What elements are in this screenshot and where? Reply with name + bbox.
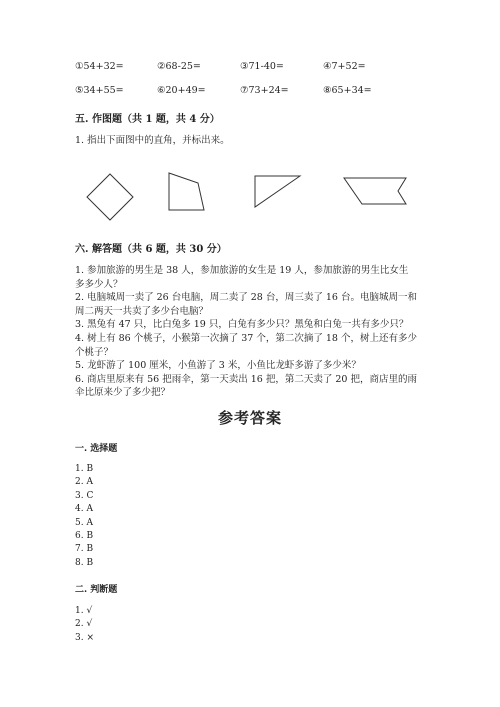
- calc-item: ⑦73+24=: [240, 85, 289, 96]
- question-line: 个桃子？: [75, 346, 114, 358]
- trapezoid-shape: [168, 170, 213, 215]
- choice-heading: 一. 选择题: [75, 444, 118, 454]
- calc-row-1: [75, 61, 455, 75]
- question-line: 多多少人？: [75, 278, 123, 290]
- calc-item: ②68-25=: [157, 61, 201, 72]
- question-line: 1. 参加旅游的男生是 38 人，参加旅游的女生是 19 人，参加旅游的男生比女生: [75, 265, 409, 276]
- answer-item: 7. B: [75, 544, 94, 555]
- answer-item: 1. √: [75, 606, 93, 616]
- calc-item: ⑧65+34=: [323, 85, 372, 96]
- section5-question: 1. 指出下面图中的直角，并标出来。: [75, 135, 230, 146]
- answer-item: 4. A: [75, 504, 93, 515]
- calc-item: ⑥20+49=: [157, 85, 206, 96]
- answer-item: 3. C: [75, 490, 94, 501]
- calc-item: ①54+32=: [75, 61, 124, 72]
- section6-questions: [75, 264, 417, 400]
- diamond-shape: [85, 172, 135, 222]
- choice-answers: [75, 463, 93, 570]
- flag-shape: [340, 174, 410, 209]
- answer-item: 6. B: [75, 531, 94, 542]
- answer-item: 8. B: [75, 557, 94, 568]
- answer-item: 3. ×: [75, 632, 94, 643]
- question-line: 5. 龙虾游了 100 厘米，小鱼游了 3 米，小鱼比龙虾多游了多少米？: [75, 360, 361, 372]
- judge-heading: 二. 判断题: [75, 585, 118, 595]
- question-line: 6. 商店里原来有 56 把雨伞，第一天卖出 16 把，第二天卖了 20 把，商店里的雨: [75, 373, 417, 385]
- answer-item: 5. A: [75, 517, 93, 528]
- section5-heading: 五. 作图题（共 1 题，共 4 分）: [75, 114, 220, 125]
- calc-item: ④7+52=: [323, 61, 366, 72]
- calc-row-2: [75, 85, 455, 99]
- answers-title: 参考答案: [217, 409, 282, 427]
- section6-heading: 六. 解答题（共 6 题，共 30 分）: [75, 244, 227, 255]
- answer-item: 2. A: [75, 477, 93, 488]
- question-line: 2. 电脑城周一卖了 26 台电脑，周二卖了 28 台，周三卖了 16 台。电脑城周一和: [75, 292, 417, 304]
- triangle-shape: [254, 174, 304, 214]
- question-line: 周二两天一共卖了多少台电脑？: [75, 305, 209, 317]
- question-line: 伞比原来少了多少把？: [75, 387, 171, 399]
- judge-answers: [75, 605, 94, 645]
- answer-item: 1. B: [75, 464, 94, 474]
- answer-item: 2. √: [75, 619, 93, 630]
- calc-item: ⑤34+55=: [75, 85, 124, 96]
- question-line: 3. 黑兔有 47 只，比白兔多 19 只，白兔有多少只？黑兔和白兔一共有多少只？: [75, 319, 409, 331]
- question-line: 4. 树上有 86 个桃子，小猴第一次摘了 37 个，第二次摘了 18 个，树上还有多少: [75, 332, 417, 344]
- calc-item: ③71-40=: [240, 61, 284, 72]
